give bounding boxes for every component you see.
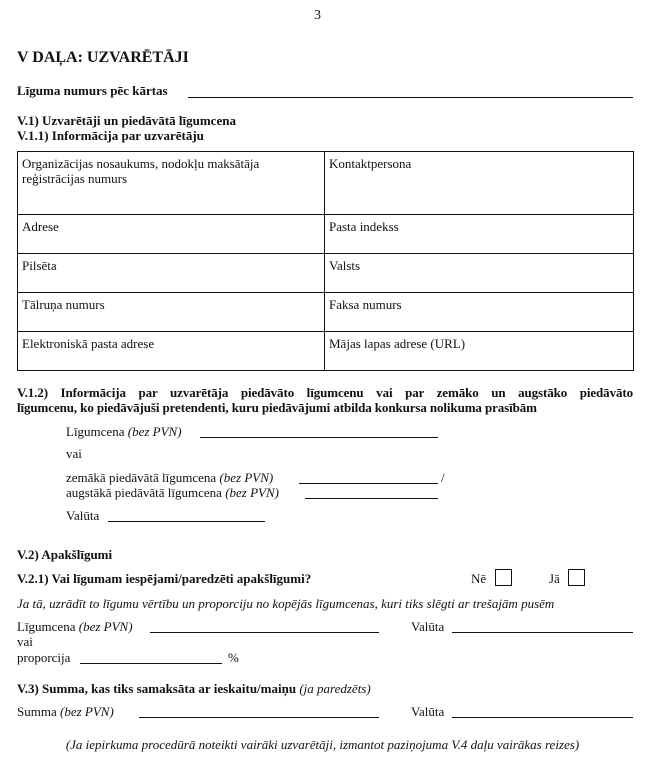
currency-label: Valūta: [66, 508, 100, 523]
slash-separator: /: [441, 470, 445, 485]
section-v21-title: V.2.1) Vai līgumam iespējami/paredzēti apakšlīgumi?: [17, 571, 312, 586]
postal-code-label: Pasta indekss: [329, 219, 399, 234]
table-row: [18, 152, 634, 215]
subcontract-price-label: Līgumcena: [17, 619, 76, 634]
percent-sign: %: [228, 650, 239, 665]
section-v2-title: V.2) Apakšlīgumi: [17, 547, 113, 562]
yes-label: Jā: [549, 571, 560, 586]
subcontract-currency-field[interactable]: [452, 632, 633, 633]
fax-label: Faksa numurs: [329, 297, 402, 312]
email-cell[interactable]: [18, 332, 325, 371]
section-v1-title: V.1) Uzvarētāji un piedāvātā līgumcena: [17, 113, 236, 128]
winner-info-table: [17, 151, 634, 371]
no-vat-note: (bez PVN): [78, 619, 133, 634]
no-vat-note: (bez PVN): [59, 704, 114, 719]
address-cell[interactable]: [18, 215, 325, 254]
table-row: [18, 293, 634, 332]
contract-price-label: Līgumcena: [66, 424, 125, 439]
country-label: Valsts: [329, 258, 361, 273]
contact-person-label: Kontaktpersona: [329, 156, 412, 171]
yes-checkbox[interactable]: [568, 569, 585, 586]
sum-field[interactable]: [139, 717, 379, 718]
city-cell[interactable]: [18, 254, 325, 293]
phone-label: Tālruņa numurs: [22, 297, 105, 312]
no-vat-note: (bez PVN): [127, 424, 182, 439]
no-checkbox[interactable]: [495, 569, 512, 586]
org-name-cell[interactable]: [18, 152, 325, 215]
footer-note: (Ja iepirkuma procedūrā noteikti vairāki uzvarētāji, izmantot paziņojuma V.4 daļu vairākas reizes): [65, 737, 580, 752]
highest-price-field[interactable]: [305, 498, 438, 499]
contract-seq-label: Līguma numurs pēc kārtas: [17, 83, 168, 98]
page-number: 3: [314, 8, 321, 23]
contact-person-cell[interactable]: [325, 152, 634, 215]
org-name-label: Organizācijas nosaukums, nodokļu maksātāja reģistrācijas numurs: [22, 156, 260, 186]
subcontract-note: Ja tā, uzrādīt to līgumu vērtību un proporciju no kopējās līgumcenas, kuri tiks slēgti ar trešajām pusēm: [17, 596, 555, 611]
city-label: Pilsēta: [22, 258, 57, 273]
contract-price-row: [66, 424, 182, 440]
contract-price-field[interactable]: [200, 437, 438, 438]
lowest-price-field[interactable]: [299, 483, 438, 484]
section-v3-title: V.3) Summa, kas tiks samaksāta ar ieskaitu/maiņu: [17, 681, 297, 696]
currency-field[interactable]: [108, 521, 265, 522]
postal-code-cell[interactable]: [325, 215, 634, 254]
table-row: [18, 254, 634, 293]
subcontract-currency-label: Valūta: [411, 619, 445, 634]
section-v3-note: (ja paredzēts): [299, 681, 371, 696]
sum-row: [17, 704, 114, 720]
lowest-price-label: zemākā piedāvātā līgumcena: [66, 470, 217, 485]
section-v11-title: V.1.1) Informācija par uzvarētāju: [17, 128, 204, 143]
country-cell[interactable]: [325, 254, 634, 293]
table-row: [18, 215, 634, 254]
section-v12-line1: V.1.2) Informācija par uzvarētāja piedāvāto līgumcenu vai par zemāko un augstāko piedāvāto: [17, 385, 633, 400]
fax-cell[interactable]: [325, 293, 634, 332]
website-cell[interactable]: [325, 332, 634, 371]
or-text: vai: [66, 446, 82, 461]
sum-label: Summa: [17, 704, 57, 719]
part-title: V DAĻA: UZVARĒTĀJI: [17, 49, 189, 66]
section-v3-title-row: [17, 681, 371, 697]
highest-price-row: [66, 485, 279, 501]
no-vat-note: (bez PVN): [225, 485, 279, 500]
contract-seq-field[interactable]: [188, 97, 633, 98]
sum-currency-field[interactable]: [452, 717, 633, 718]
subcontract-or-text: vai: [17, 634, 33, 649]
sum-currency-label: Valūta: [411, 704, 445, 719]
section-v12-line2: līgumcenu, ko piedāvājuši pretendenti, kuru piedāvājumi atbilda konkursa nolikuma prasībām: [17, 400, 537, 415]
no-vat-note: (bez PVN): [219, 470, 274, 485]
website-label: Mājas lapas adrese (URL): [329, 336, 466, 351]
phone-cell[interactable]: [18, 293, 325, 332]
subcontract-price-row: [17, 619, 133, 635]
no-label: Nē: [471, 571, 487, 586]
address-label: Adrese: [22, 219, 59, 234]
lowest-price-row: [66, 470, 273, 486]
proportion-label: proporcija: [17, 650, 71, 665]
email-label: Elektroniskā pasta adrese: [22, 336, 155, 351]
table-row: [18, 332, 634, 371]
highest-price-label: augstākā piedāvātā līgumcena: [66, 485, 222, 500]
subcontract-price-field[interactable]: [150, 632, 379, 633]
proportion-field[interactable]: [80, 663, 222, 664]
